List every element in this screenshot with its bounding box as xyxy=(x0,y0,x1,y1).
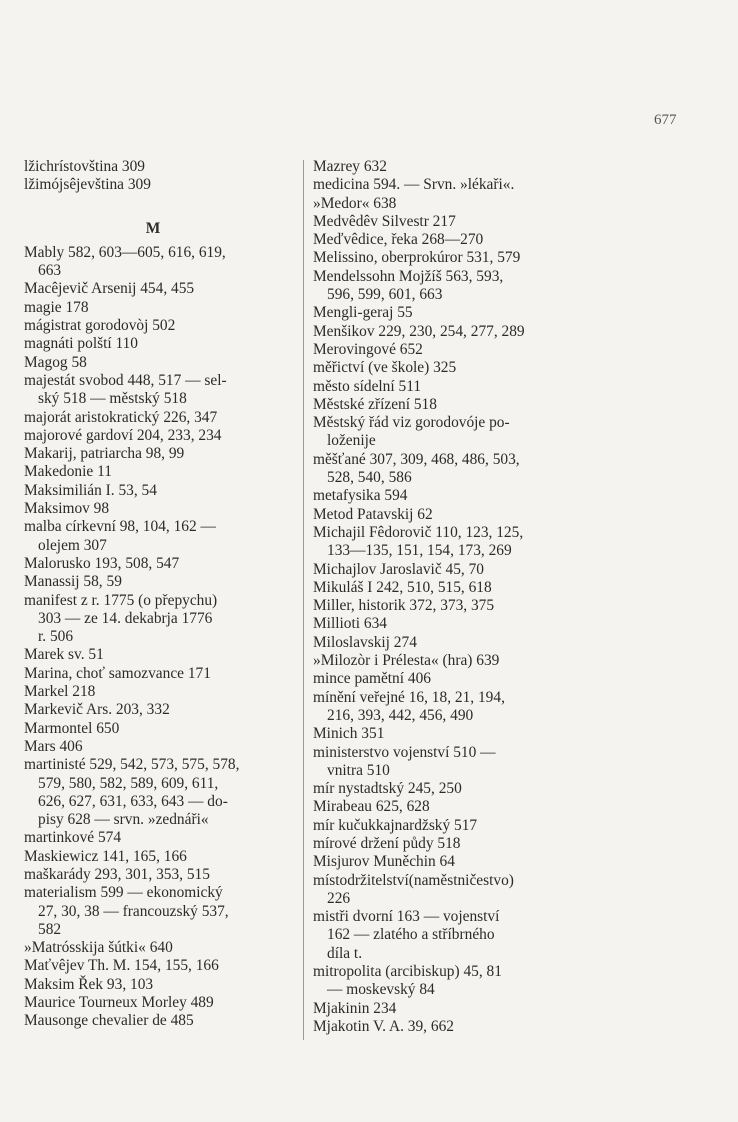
index-entry: mír kučukkajnardžský 517 xyxy=(313,816,478,834)
index-entry: Manassij 58, 59 xyxy=(24,573,122,591)
index-entry: Makarij, patriarcha 98, 99 xyxy=(24,445,185,463)
index-entry: »Matrósskija šútki« 640 xyxy=(24,939,173,957)
index-entry: Mausonge chevalier de 485 xyxy=(24,1012,194,1030)
index-entry: Magog 58 xyxy=(24,353,87,371)
index-entry: mágistrat gorodovòj 502 xyxy=(24,317,176,335)
index-entry-continuation: 579, 580, 582, 589, 609, 611, xyxy=(38,774,219,792)
index-entry: lžimójsêjevština 309 xyxy=(24,176,151,194)
index-entry: místodržitelství(naměstničestvo) xyxy=(313,871,514,889)
index-entry: Michajil Fêdorovič 110, 123, 125, xyxy=(313,523,524,541)
index-entry: Menšikov 229, 230, 254, 277, 289 xyxy=(313,322,525,340)
index-entry-continuation: loženije xyxy=(327,432,376,450)
index-entry: měšťané 307, 309, 468, 486, 503, xyxy=(313,450,520,468)
index-entry: Misjurov Muněchin 64 xyxy=(313,853,455,871)
page-number: 677 xyxy=(654,112,677,128)
index-entry: mitropolita (arcibiskup) 45, 81 xyxy=(313,963,502,981)
index-entry: Markevič Ars. 203, 332 xyxy=(24,701,170,719)
index-entry: Mengli-geraj 55 xyxy=(313,304,413,322)
index-entry: Marmontel 650 xyxy=(24,719,120,737)
index-entry: Melissino, oberprokúror 531, 579 xyxy=(313,249,521,267)
index-entry: manifest z r. 1775 (o přepychu) xyxy=(24,591,218,609)
index-entry: majorové gardoví 204, 233, 234 xyxy=(24,426,222,444)
index-entry: medicina 594. — Srvn. »lékaři«. xyxy=(313,176,515,194)
index-entry: Mably 582, 603—605, 616, 619, xyxy=(24,243,226,261)
index-entry: metafysika 594 xyxy=(313,487,408,505)
index-entry: Marina, choť samozvance 171 xyxy=(24,664,211,682)
index-entry-continuation: 27, 30, 38 — francouzský 537, xyxy=(38,902,229,920)
index-entry-continuation: pisy 628 — srvn. »zednáři« xyxy=(38,811,209,829)
index-entry-continuation: 133—135, 151, 154, 173, 269 xyxy=(327,542,512,560)
index-entry-continuation: r. 506 xyxy=(38,628,74,646)
index-entry: martinkové 574 xyxy=(24,829,122,847)
section-letter-heading: M xyxy=(145,219,161,237)
index-entry: magnáti polští 110 xyxy=(24,335,138,353)
index-entry: Maskiewicz 141, 165, 166 xyxy=(24,847,187,865)
index-entry-continuation: 216, 393, 442, 456, 490 xyxy=(327,706,474,724)
index-entry-continuation: — moskevský 84 xyxy=(327,981,435,999)
index-entry: Maťvêjev Th. M. 154, 155, 166 xyxy=(24,957,219,975)
index-entry: martinisté 529, 542, 573, 575, 578, xyxy=(24,756,240,774)
index-entry: Markel 218 xyxy=(24,683,96,701)
index-entry: Miller, historik 372, 373, 375 xyxy=(313,597,495,615)
index-entry: maškarády 293, 301, 353, 515 xyxy=(24,865,210,883)
index-entry-continuation: vnitra 510 xyxy=(327,761,390,779)
index-entry: Malorusko 193, 508, 547 xyxy=(24,554,180,572)
index-entry: Miloslavskij 274 xyxy=(313,633,417,651)
index-entry: Mazrey 632 xyxy=(313,158,387,175)
index-entry-continuation: olejem 307 xyxy=(38,536,107,554)
index-entry: město sídelní 511 xyxy=(313,377,422,395)
index-entry: majorát aristokratický 226, 347 xyxy=(24,408,218,426)
index-entry: mírové držení půdy 518 xyxy=(313,834,461,852)
index-entry: Mjakotin V. A. 39, 662 xyxy=(313,1017,454,1035)
index-column-left xyxy=(24,158,306,1031)
index-entry-continuation: 596, 599, 601, 663 xyxy=(327,286,443,304)
index-entry: mistři dvorní 163 — vojenství xyxy=(313,908,500,926)
index-entry: Merovingové 652 xyxy=(313,340,423,358)
column-divider xyxy=(303,160,304,1040)
index-entry: magie 178 xyxy=(24,298,89,316)
index-entry: Makedonie 11 xyxy=(24,463,112,481)
index-entry-continuation: 162 — zlatého a stříbrného xyxy=(327,926,495,944)
index-entry-continuation: 663 xyxy=(38,262,62,280)
index-entry: mínění veřejné 16, 18, 21, 194, xyxy=(313,688,505,706)
index-entry: Macêjevič Arsenij 454, 455 xyxy=(24,280,195,298)
index-entry: Maksim Řek 93, 103 xyxy=(24,975,154,993)
index-entry: Městské zřízení 518 xyxy=(313,395,437,413)
index-entry: Maksimov 98 xyxy=(24,500,110,518)
index-entry: Metod Patavskij 62 xyxy=(313,505,433,523)
index-entry: Mars 406 xyxy=(24,737,83,755)
index-entry: Meďvêdice, řeka 268—270 xyxy=(313,231,484,249)
index-entry: Mirabeau 625, 628 xyxy=(313,798,430,816)
index-entry: Michajlov Jaroslavič 45, 70 xyxy=(313,560,484,578)
index-entry: malba církevní 98, 104, 162 — xyxy=(24,518,216,536)
index-entry: materialism 599 — ekonomický xyxy=(24,884,223,902)
index-entry: mince pamětní 406 xyxy=(313,670,431,688)
index-entry: Mendelssohn Mojžíš 563, 593, xyxy=(313,267,504,285)
index-entry-continuation: ský 518 — městský 518 xyxy=(38,390,187,408)
index-entry: lžichrístovština 309 xyxy=(24,158,145,175)
index-entry: mír nystadtský 245, 250 xyxy=(313,780,462,798)
index-entry-continuation: 303 — ze 14. dekabrja 1776 xyxy=(38,609,213,627)
index-entry-continuation: 582 xyxy=(38,920,62,938)
index-entry: Maurice Tourneux Morley 489 xyxy=(24,994,214,1012)
index-entry: »Medor« 638 xyxy=(313,194,397,212)
index-entry: Městský řád viz gorodovóje po- xyxy=(313,414,510,432)
index-entry: ministerstvo vojenství 510 — xyxy=(313,743,496,761)
spacer xyxy=(24,195,306,212)
index-entry: Mjakinin 234 xyxy=(313,999,397,1017)
index-entry: Minich 351 xyxy=(313,725,385,743)
index-entry-continuation: díla t. xyxy=(327,944,363,962)
index-entry: Millioti 634 xyxy=(313,615,387,633)
index-entry: Mikuláš I 242, 510, 515, 618 xyxy=(313,578,492,596)
index-entry: měřictví (ve škole) 325 xyxy=(313,359,457,377)
index-column-right xyxy=(313,158,585,1036)
index-entry: Maksimilián I. 53, 54 xyxy=(24,481,157,499)
index-entry: Marek sv. 51 xyxy=(24,646,104,664)
index-entry: »Milozòr i Prélesta« (hra) 639 xyxy=(313,652,500,670)
index-entry-continuation: 226 xyxy=(327,889,351,907)
index-entry-continuation: 528, 540, 586 xyxy=(327,469,412,487)
index-entry: majestát svobod 448, 517 — sel- xyxy=(24,371,227,389)
index-entry-continuation: 626, 627, 631, 633, 643 — do- xyxy=(38,792,228,810)
index-entry: Medvêdêv Silvestr 217 xyxy=(313,212,456,230)
